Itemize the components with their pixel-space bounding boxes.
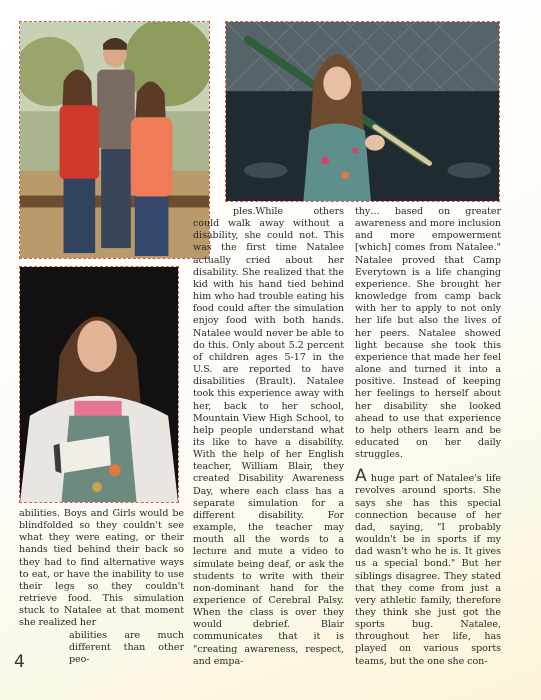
reading-photo [19, 266, 179, 503]
article-column-2 [193, 206, 344, 668]
page-number: 4 [14, 652, 25, 672]
drop-cap: A [355, 466, 367, 487]
family-photo-illustration [20, 22, 209, 258]
article-column-1 [19, 508, 184, 666]
article-col3-paragraph-1: thy… based on greater awareness and more inclusion and more empowerment [which] comes from Natalee." Natalee proved that Camp Everytown is a life changing experience. She brought her knowledge from camp back with her to apply to not only her life but also the lives of her peers. Natalee showed light because she took this experience that made her feel alone and turned it into a positive. Instead of keeping her feelings to herself about her disability she looked ahead to use that experience to help others learn and be educated on her daily struggles. [355, 206, 501, 461]
softball-photo-illustration [226, 22, 499, 201]
family-photo [19, 21, 210, 259]
article-column-3 [355, 206, 501, 668]
article-col3-paragraph-2-text: huge part of Natalee's life revolves around sports. She says she has this special connection because of her dad, saying, "I probably wouldn't be in sports if my dad wasn't who he is. It gives us a special bond." But her siblings disagree. They stated that they come from just a very athletic family, therefore they think she just got the sports bug. Natalee, throughout her life, has played on various sports teams, but the one she con- [355, 473, 501, 667]
article-col2-paragraph: ples.While others could walk away without a disability, she could not. This was the first time Natalee actually cried about her disability. She realized that the kid with his hand tied behind him who had trouble eating his food could after the simulation enjoy food with both hands. Natalee would never be able to do this. Only about 5.2 percent of children ages 5-17 in the U.S. are reported to have disabilities (Brault). Natalee took this experience away with her, back to her school, Mountain View High School, to help people understand what its like to have a disability. With the help of her English teacher, William Blair, they created Disability Awareness Day, where each class has a separate simulation for a different disability. For example, the teacher may mouth all the words to a lecture and mute a video to simulate being deaf, or ask the students to write with their non-dominant hand for the experience of Cerebral Palsy. When the class is over they would debrief. Blair communicates that it is "creating awareness, respect, and empa- [193, 206, 344, 667]
article-col3-paragraph-2 [355, 466, 501, 668]
softball-photo [225, 21, 500, 202]
article-col1-continuation: abilities are much different than other peo- [69, 629, 184, 665]
reading-photo-illustration [20, 267, 178, 502]
article-col1-paragraph: abilities. Boys and Girls would be blindfolded so they couldn't see what they were eating, or their hands tied behind their back so they had to find alternative ways to eat, or have the inability to use their legs so they couldn't retrieve food. This simulation stuck to Natalee at that moment she realized her [19, 508, 184, 629]
